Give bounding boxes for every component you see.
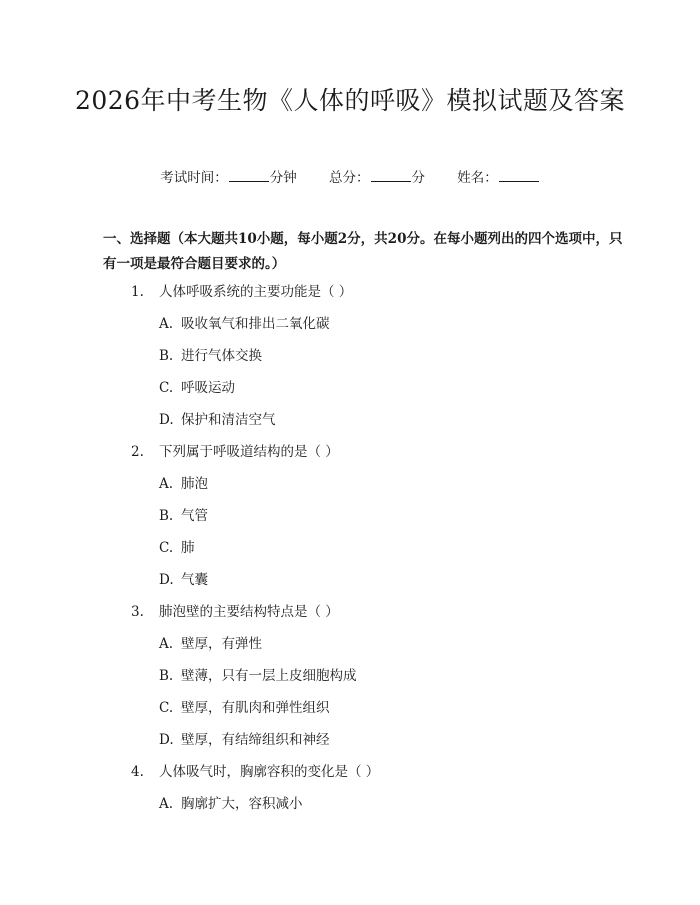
total-score-blank bbox=[371, 168, 411, 182]
option-text: 壁厚，有肌肉和弹性组织 bbox=[181, 700, 330, 716]
option-letter: D. bbox=[159, 412, 174, 428]
section-heading: 一、选择题（本大题共10小题，每小题2分，共20分。在每小题列出的四个选项中，只有一项是最符合题目要求的。） bbox=[103, 231, 623, 272]
exam-time-label: 考试时间： bbox=[160, 170, 228, 186]
option-item bbox=[159, 314, 330, 334]
option-text: 保护和清洁空气 bbox=[181, 412, 276, 428]
question-text: 下列属于呼吸道结构的是（ ） bbox=[159, 444, 339, 460]
question-item bbox=[131, 602, 339, 622]
option-letter: C. bbox=[159, 380, 174, 396]
option-item bbox=[159, 378, 235, 398]
option-letter: B. bbox=[159, 668, 174, 684]
total-score-unit: 分 bbox=[411, 170, 425, 186]
option-text: 呼吸运动 bbox=[181, 380, 235, 396]
option-letter: A. bbox=[159, 316, 174, 332]
option-item bbox=[159, 346, 262, 366]
option-item bbox=[159, 698, 330, 718]
question-item bbox=[131, 442, 339, 462]
total-score-label: 总分： bbox=[329, 170, 370, 186]
student-name-blank bbox=[499, 168, 539, 182]
option-item bbox=[159, 410, 276, 430]
option-letter: C. bbox=[159, 540, 174, 556]
question-item bbox=[131, 282, 352, 302]
option-item bbox=[159, 538, 195, 558]
option-text: 胸廓扩大，容积减小 bbox=[181, 796, 303, 812]
option-letter: B. bbox=[159, 348, 174, 364]
exam-time-blank bbox=[229, 168, 269, 182]
exam-info-line bbox=[0, 168, 700, 188]
question-text: 人体吸气时，胸廓容积的变化是（ ） bbox=[159, 764, 380, 780]
option-letter: D. bbox=[159, 732, 174, 748]
option-letter: A. bbox=[159, 476, 174, 492]
question-number: 2. bbox=[131, 444, 144, 460]
option-item bbox=[159, 794, 303, 814]
option-letter: C. bbox=[159, 700, 174, 716]
question-number: 1. bbox=[131, 284, 144, 300]
exam-time-field bbox=[160, 168, 297, 188]
question-text: 人体呼吸系统的主要功能是（ ） bbox=[159, 284, 353, 300]
question-text: 肺泡壁的主要结构特点是（ ） bbox=[159, 604, 339, 620]
option-item bbox=[159, 506, 208, 526]
option-item bbox=[159, 570, 208, 590]
option-letter: B. bbox=[159, 508, 174, 524]
option-text: 气囊 bbox=[181, 572, 208, 588]
option-letter: A. bbox=[159, 796, 174, 812]
page-title: 2026年中考生物《人体的呼吸》模拟试题及答案 bbox=[74, 86, 626, 115]
student-name-label: 姓名： bbox=[457, 170, 498, 186]
option-letter: A. bbox=[159, 636, 174, 652]
option-text: 壁薄，只有一层上皮细胞构成 bbox=[181, 668, 357, 684]
option-text: 进行气体交换 bbox=[181, 348, 262, 364]
option-letter: D. bbox=[159, 572, 174, 588]
option-item bbox=[159, 730, 330, 750]
option-text: 肺 bbox=[181, 540, 195, 556]
option-text: 壁厚，有结缔组织和神经 bbox=[181, 732, 330, 748]
option-text: 气管 bbox=[181, 508, 208, 524]
question-number: 3. bbox=[131, 604, 144, 620]
option-text: 肺泡 bbox=[181, 476, 208, 492]
total-score-field bbox=[329, 168, 425, 188]
option-item bbox=[159, 474, 208, 494]
question-number: 4. bbox=[131, 764, 144, 780]
option-item bbox=[159, 666, 357, 686]
option-text: 吸收氧气和排出二氧化碳 bbox=[181, 316, 330, 332]
option-text: 壁厚，有弹性 bbox=[181, 636, 262, 652]
exam-time-unit: 分钟 bbox=[269, 170, 297, 186]
option-item bbox=[159, 634, 262, 654]
student-name-field bbox=[457, 168, 540, 188]
question-item bbox=[131, 762, 379, 782]
